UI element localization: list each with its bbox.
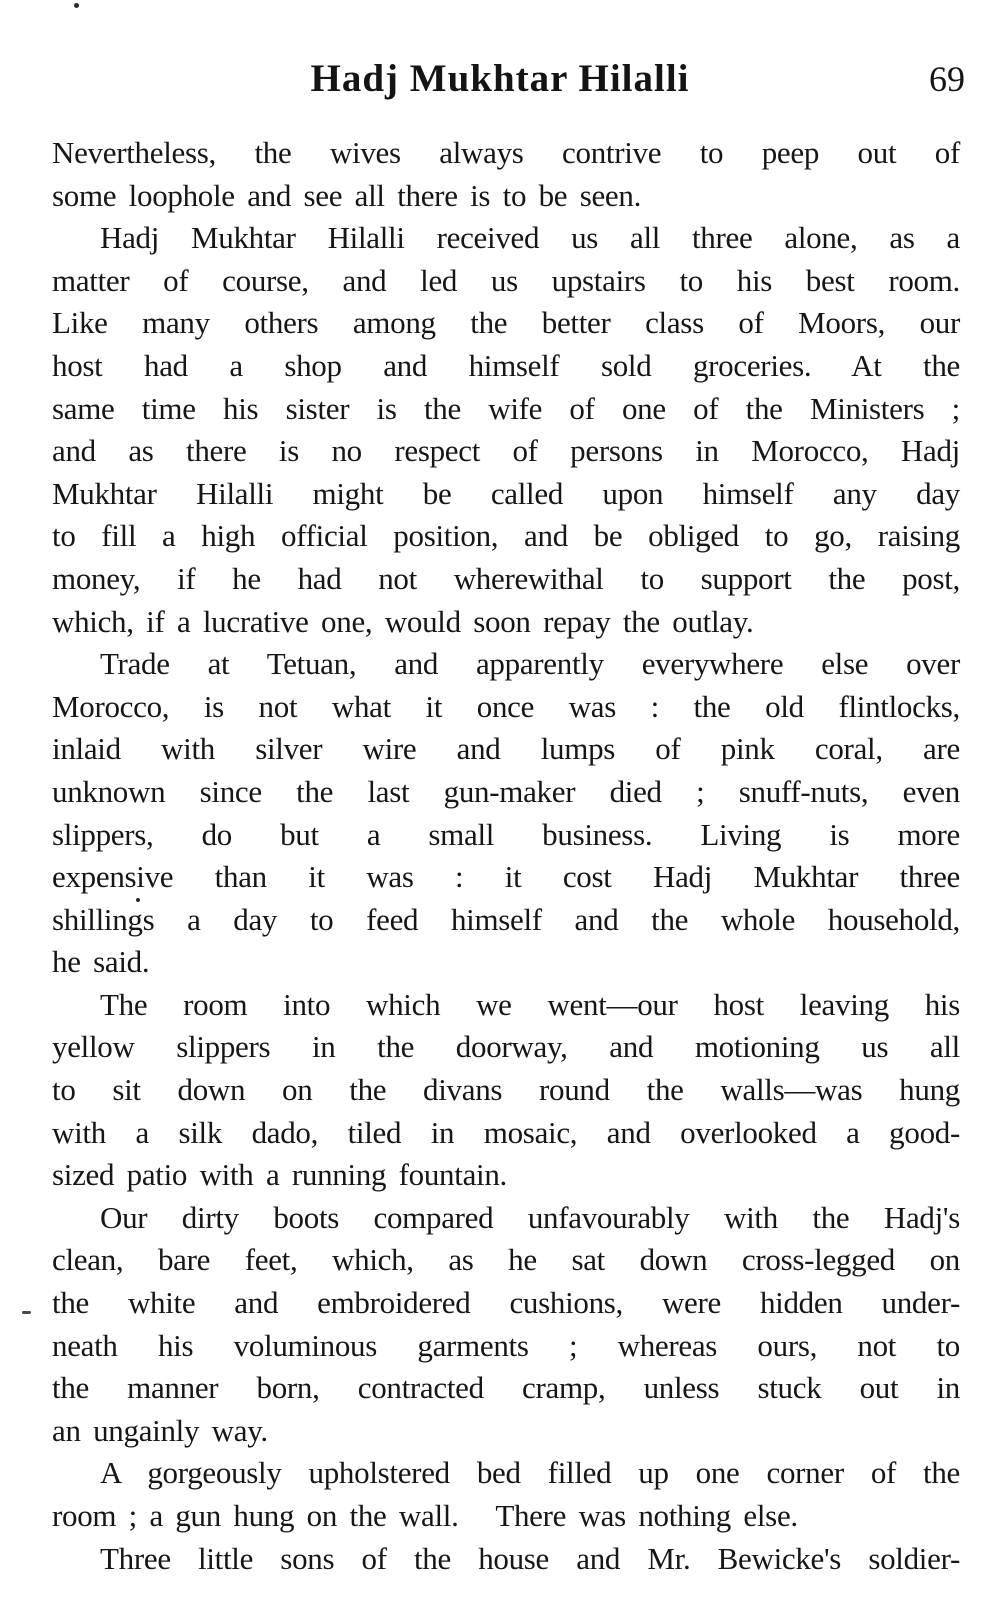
paragraph xyxy=(52,132,960,217)
text-line: expensive than it was : it cost Hadj Mukhtar three xyxy=(52,859,960,895)
paragraph xyxy=(52,1538,960,1581)
text-line: neath his voluminous garments ; whereas ours, not to xyxy=(52,1327,960,1363)
text-line: Mukhtar Hilalli might be called upon himself any day xyxy=(52,475,960,511)
text-line: which, if a lucrative one, would soon repay the outlay. xyxy=(52,603,754,639)
text-line: Our dirty boots compared unfavourably with the Hadj's xyxy=(100,1199,960,1235)
paragraph xyxy=(52,1197,960,1453)
text-line: to fill a high official position, and be obliged to go, raising xyxy=(52,518,960,554)
text-line: unknown since the last gun-maker died ; snuff-nuts, even xyxy=(52,773,960,809)
text-line: the manner born, contracted cramp, unless stuck out in xyxy=(52,1370,960,1406)
text-line: shillings a day to feed himself and the whole household, xyxy=(52,901,960,937)
body-text xyxy=(52,132,960,1580)
text-line: A gorgeously upholstered bed filled up one corner of the xyxy=(100,1455,960,1491)
text-line: clean, bare feet, which, as he sat down cross-legged on xyxy=(52,1242,960,1278)
text-line: Three little sons of the house and Mr. Bewicke's soldier- xyxy=(100,1540,960,1576)
text-line: matter of course, and led us upstairs to his best room. xyxy=(52,262,960,298)
text-line: money, if he had not wherewithal to support the post, xyxy=(52,560,960,596)
scan-speck xyxy=(74,3,79,8)
text-line: to sit down on the divans round the walls—was hung xyxy=(52,1072,960,1108)
text-line: Like many others among the better class of Moors, our xyxy=(52,305,960,341)
paragraph xyxy=(52,643,960,984)
paragraph xyxy=(52,984,960,1197)
paragraph xyxy=(52,1452,960,1537)
page-title: Hadj Mukhtar Hilalli xyxy=(310,57,690,100)
running-header xyxy=(0,56,1000,106)
text-line: slippers, do but a small business. Living is more xyxy=(52,816,960,852)
text-line: an ungainly way. xyxy=(52,1412,268,1448)
text-line: some loophole and see all there is to be seen. xyxy=(52,177,642,213)
text-line: and as there is no respect of persons in Morocco, Hadj xyxy=(52,433,960,469)
text-line: Nevertheless, the wives always contrive to peep out of xyxy=(52,135,960,170)
text-line: room ; a gun hung on the wall. There was nothing else. xyxy=(52,1498,798,1533)
text-line: he said. xyxy=(52,944,150,980)
scan-speck xyxy=(22,1311,31,1314)
text-line: the white and embroidered cushions, were hidden under- xyxy=(52,1285,960,1321)
text-line: same time his sister is the wife of one of the Ministers ; xyxy=(52,390,960,426)
text-line: Morocco, is not what it once was : the old flintlocks, xyxy=(52,688,960,724)
text-line: The room into which we went—our host leaving his xyxy=(100,986,960,1022)
text-line: with a silk dado, tiled in mosaic, and overlooked a good- xyxy=(52,1114,960,1150)
text-line: yellow slippers in the doorway, and motioning us all xyxy=(52,1029,960,1065)
text-line: Hadj Mukhtar Hilalli received us all three alone, as a xyxy=(100,220,960,256)
paragraph xyxy=(52,217,960,643)
page-number: 69 xyxy=(929,59,965,99)
text-line: sized patio with a running fountain. xyxy=(52,1157,507,1193)
text-line: Trade at Tetuan, and apparently everywhere else over xyxy=(100,646,960,682)
text-line: inlaid with silver wire and lumps of pink coral, are xyxy=(52,731,960,767)
text-line: host had a shop and himself sold groceries. At the xyxy=(52,347,960,383)
